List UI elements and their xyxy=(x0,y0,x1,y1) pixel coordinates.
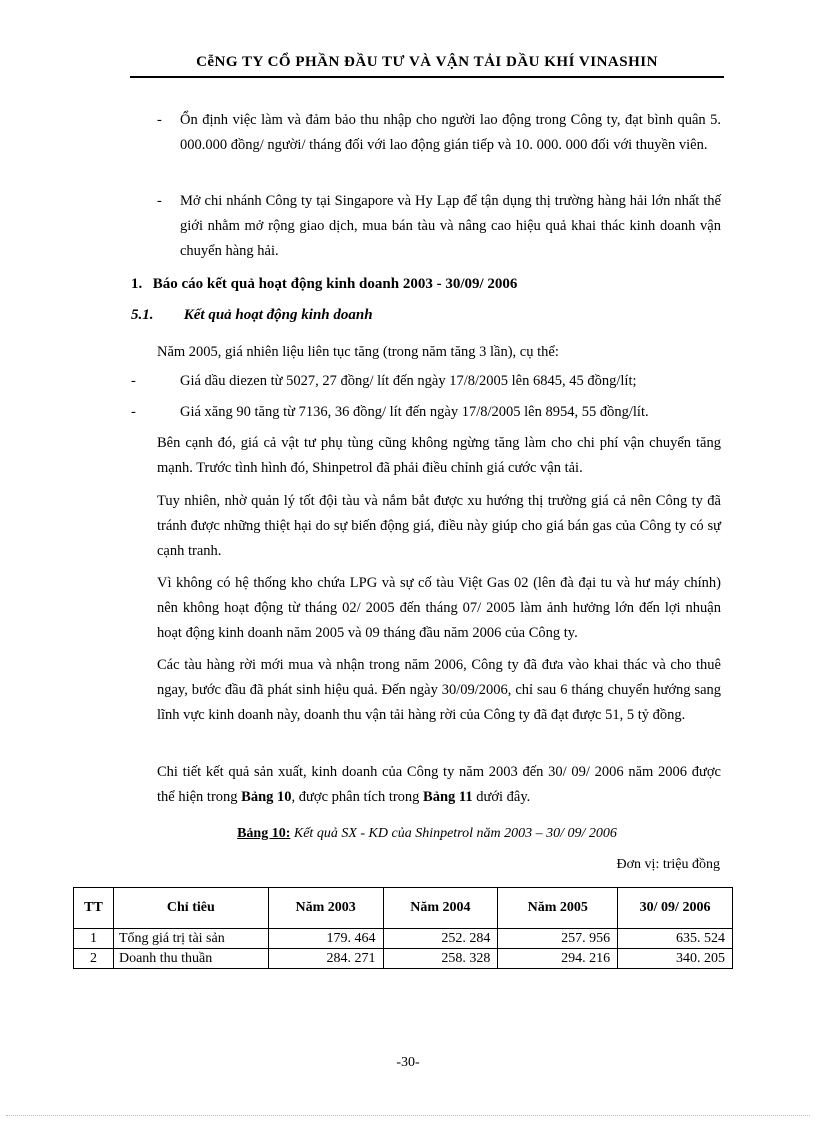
paragraph-table-ref xyxy=(157,760,721,810)
section-heading-5-1 xyxy=(131,307,373,324)
bullet-dash: - xyxy=(131,404,136,420)
table-cell: 1 xyxy=(74,929,114,949)
table-row xyxy=(74,929,733,949)
table-ref-11: Bảng 11 xyxy=(423,789,473,805)
text-run: dưới đây. xyxy=(472,789,531,805)
table-cell: Doanh thu thuần xyxy=(113,949,268,969)
page-header-title: CễNG TY CỔ PHẦN ĐẦU TƯ VÀ VẬN TẢI DẦU KHÍ VINASHIN xyxy=(196,54,658,70)
table-caption-text: Kết quả SX - KD của Shinpetrol năm 2003 – 30/ 09/ 2006 xyxy=(290,826,617,841)
table-caption-label: Bảng 10: xyxy=(237,826,291,841)
paragraph-management: Tuy nhiên, nhờ quản lý tốt đội tàu và nắm bắt được xu hướng thị trường giá cả nên Công ty đã tránh được những thiệt hại do sự biến động giá, điều này giúp cho giá bán gas của Công ty có sự cạnh tranh. xyxy=(157,493,721,559)
page-bottom-divider xyxy=(6,1115,810,1116)
table-unit: Đơn vị: triệu đồng xyxy=(616,857,720,872)
bullet-text: Giá dầu diezen từ 5027, 27 đồng/ lít đến ngày 17/8/2005 lên 6845, 45 đồng/lít; xyxy=(180,373,637,389)
table-cell: 179. 464 xyxy=(268,929,383,949)
column-header: 30/ 09/ 2006 xyxy=(618,888,733,929)
table-cell: 294. 216 xyxy=(498,949,618,969)
bullet-item xyxy=(157,108,721,158)
bullet-dash: - xyxy=(157,112,162,128)
section-number: 1. xyxy=(131,276,143,292)
table-cell: 635. 524 xyxy=(618,929,733,949)
bullet-text: Giá xăng 90 tăng từ 7136, 36 đồng/ lít đến ngày 17/8/2005 lên 8954, 55 đồng/lít. xyxy=(180,404,649,420)
subsection-title: Kết quả hoạt động kinh doanh xyxy=(183,307,373,323)
subsection-number: 5.1. xyxy=(131,307,154,323)
table-cell: 258. 328 xyxy=(383,949,498,969)
bullet-text: Ổn định việc làm và đảm bảo thu nhập cho người lao động trong Công ty, đạt bình quân 5. 000.000 đồng/ người/ tháng đối với lao động gián tiếp và 10. 000. 000 đối với thuyền viên. xyxy=(180,112,721,153)
column-header: Năm 2004 xyxy=(383,888,498,929)
bullet-dash: - xyxy=(131,373,136,389)
bullet-item xyxy=(131,400,721,425)
paragraph-fuel-prices: Năm 2005, giá nhiên liệu liên tục tăng (trong năm tăng 3 lần), cụ thể: xyxy=(157,344,559,360)
column-header: Năm 2003 xyxy=(268,888,383,929)
column-header: TT xyxy=(74,888,114,929)
header-divider xyxy=(130,76,724,78)
bullet-item xyxy=(131,369,721,394)
table-caption xyxy=(130,826,724,842)
paragraph-bulk-ships: Các tàu hàng rời mới mua và nhận trong năm 2006, Công ty đã đưa vào khai thác và cho thuê ngay, bước đầu đã phát sinh hiệu quả. Đến ngày 30/09/2006, chỉ sau 6 tháng chuyển hướng sang lĩnh vực kinh doanh này, doanh thu vận tải hàng rời của Công ty đã đạt được 51, 5 tỷ đồng. xyxy=(157,657,721,723)
bullet-text: Mở chi nhánh Công ty tại Singapore và Hy Lạp để tận dụng thị trường hàng hải lớn nhất thế giới nhằm mở rộng giao dịch, mua bán tàu và nâng cao hiệu quả khai thác kinh doanh vận chuyển hàng hải. xyxy=(180,193,721,259)
paragraph-costs: Bên cạnh đó, giá cả vật tư phụ tùng cũng không ngừng tăng làm cho chi phí vận chuyển tăng mạnh. Trước tình hình đó, Shinpetrol đã phải điều chỉnh giá cước vận tải. xyxy=(157,435,721,476)
text-run: , được phân tích trong xyxy=(291,789,424,805)
table-cell: 2 xyxy=(74,949,114,969)
bullet-item xyxy=(157,189,721,264)
table-cell: 284. 271 xyxy=(268,949,383,969)
results-table xyxy=(73,887,733,969)
bullet-dash: - xyxy=(157,193,162,209)
table-header-row xyxy=(74,888,733,929)
section-title: Báo cáo kết quả hoạt động kinh doanh 2003 - 30/09/ 2006 xyxy=(152,276,518,292)
column-header: Chỉ tiêu xyxy=(113,888,268,929)
table-row xyxy=(74,949,733,969)
section-heading-1 xyxy=(131,276,517,293)
table-cell: 252. 284 xyxy=(383,929,498,949)
table-cell: Tổng giá trị tài sản xyxy=(113,929,268,949)
text-run: Chi tiết kết quả sản xuất, kinh doanh của Công ty năm 2003 đến 30/ 09/ 2006 năm 2006 được thể hiện trong xyxy=(157,764,721,805)
table-cell: 340. 205 xyxy=(618,949,733,969)
column-header: Năm 2005 xyxy=(498,888,618,929)
page-number: -30- xyxy=(396,1055,420,1070)
paragraph-lpg: Vì không có hệ thống kho chứa LPG và sự cố tàu Việt Gas 02 (lên đà đại tu và hư máy chính) nên không hoạt động từ tháng 02/ 2005 đến tháng 07/ 2005 làm ảnh hưởng lớn đến lợi nhuận hoạt động kinh doanh năm 2005 và 09 tháng đầu năm 2006 của Công ty. xyxy=(157,575,721,641)
table-ref-10: Bảng 10 xyxy=(241,789,292,805)
table-cell: 257. 956 xyxy=(498,929,618,949)
